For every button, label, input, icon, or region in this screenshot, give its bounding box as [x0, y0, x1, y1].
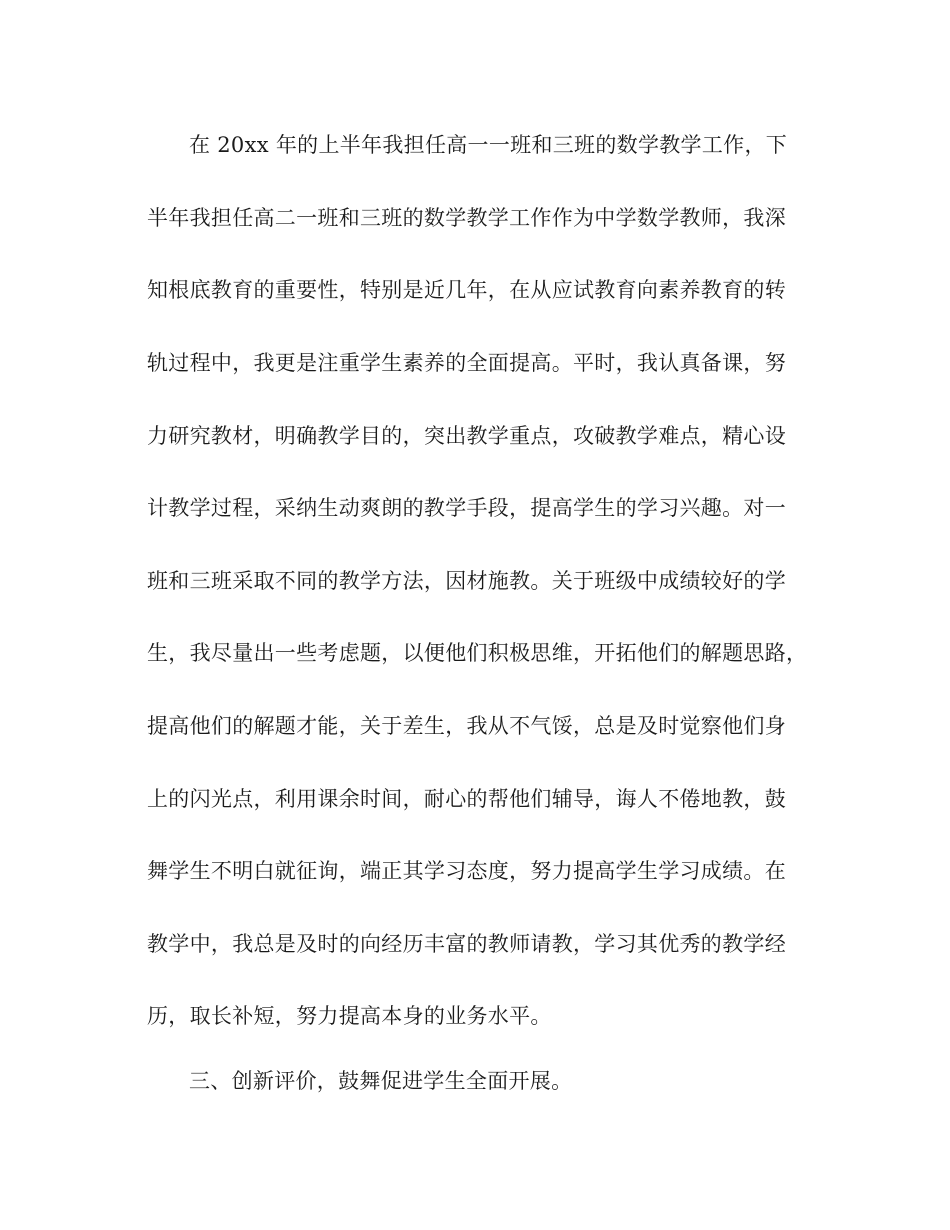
paragraph-line-5: 力研究教材，明确教学目的，突出教学重点，攻破教学难点，精心设	[147, 424, 786, 448]
paragraph-line-11: 舞学生不明白就征询，端正其学习态度，努力提高学生学习成绩。在	[147, 859, 786, 883]
paragraph-line-3: 知根底教育的重要性，特别是近几年，在从应试教育向素养教育的转	[147, 278, 786, 302]
paragraph-line-13: 历，取长补短，努力提高本身的业务水平。	[147, 1004, 552, 1028]
paragraph-line-7: 班和三班采取不同的教学方法，因材施教。关于班级中成绩较好的学	[147, 569, 786, 593]
paragraph-line-9: 提高他们的解题才能，关于差生，我从不气馁，总是及时觉察他们身	[147, 714, 786, 738]
paragraph-line-6: 计教学过程，采纳生动爽朗的教学手段，提高学生的学习兴趣。对一	[147, 496, 786, 520]
paragraph-line-10: 上的闪光点，利用课余时间，耐心的帮他们辅导，诲人不倦地教，鼓	[147, 787, 786, 811]
paragraph-line-12: 教学中，我总是及时的向经历丰富的教师请教，学习其优秀的教学经	[147, 932, 786, 956]
section-heading: 三、创新评价，鼓舞促进学生全面开展。	[189, 1069, 573, 1093]
paragraph-line-4: 轨过程中，我更是注重学生素养的全面提高。平时，我认真备课，努	[147, 351, 786, 375]
paragraph-line-1: 在 20xx 年的上半年我担任高一一班和三班的数学教学工作，下	[189, 133, 788, 157]
paragraph-line-2: 半年我担任高二一班和三班的数学教学工作作为中学数学教师，我深	[147, 206, 786, 230]
paragraph-line-8: 生，我尽量出一些考虑题，以便他们积极思维，开拓他们的解题思路，	[147, 641, 808, 665]
